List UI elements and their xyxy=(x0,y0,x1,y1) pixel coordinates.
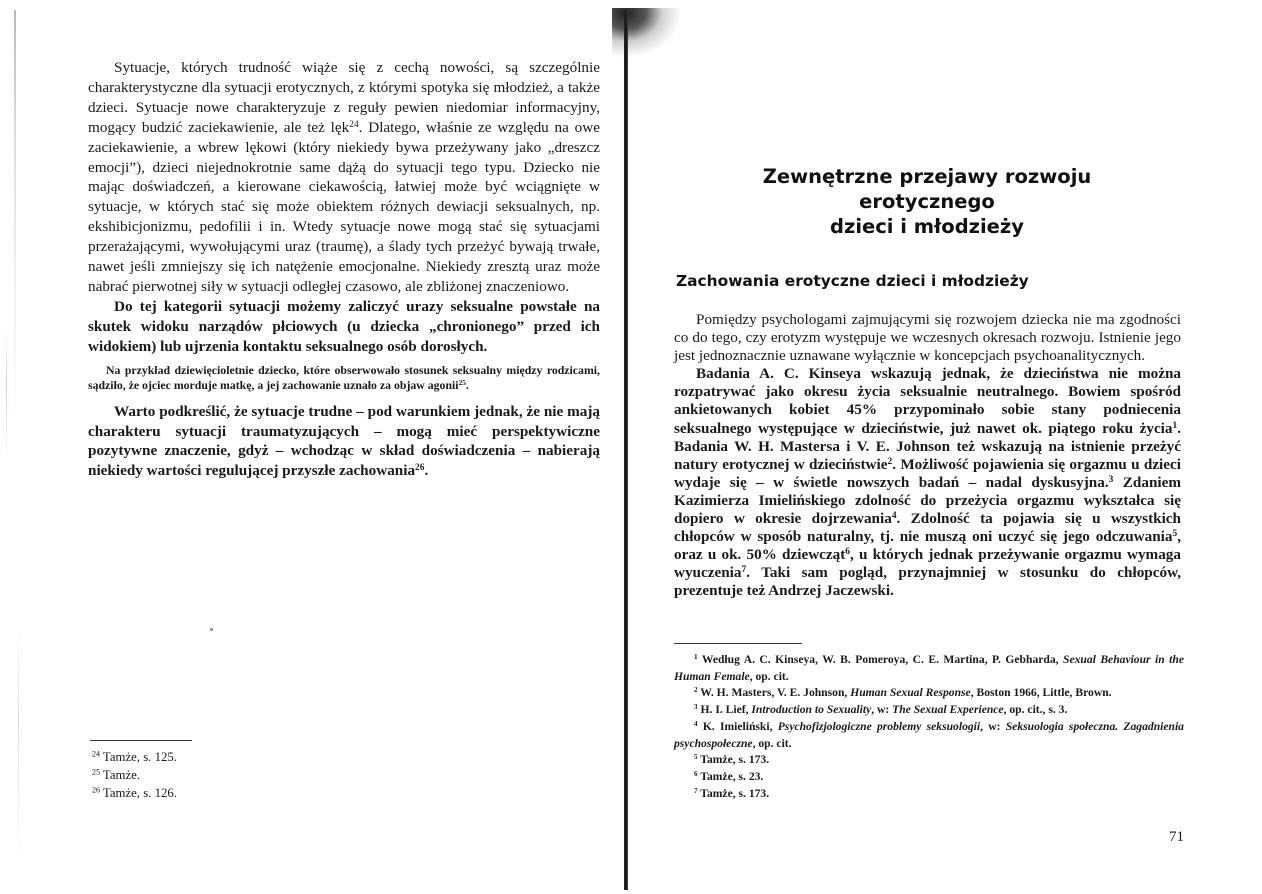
book-gutter xyxy=(624,10,628,890)
paragraph: Sytuacje, których trudność wiąże się z cechą nowości, są szczególnie charakterystyczne dla sytuacji erotycznych, z którymi spotyka się młodzież, a także dzieci. Sytuacje nowe charakteryzuje z reguły pewien niedomiar informacyjny, mogący budzić zaciekawienie, ale też lęk$^{24}$. Dlatego, właśnie ze względu na owe zaciekawienie, a wbrew lękowi (który niekiedy bywa przeżywany jako „dreszcz emocji”), dzieci niejednokrotnie same dążą do sytuacji tego typu. Dziecko nie mając doświadczeń, a kierowane ciekawością, łatwiej może być wciągnięte w sytuacje, w których stać się może obiektem różnych dewiacji seksualnych, np. ekshibicjonizmu, pedofilii i in. Wtedy sytuacje nowe mogą stać się sytuacjami przerażającymi, wywołującymi uraz (traumę), a ślady tych przeżyć bywają trwałe, nawet jeśli zmniejszy się ich natężenie emocjonalne. Niekiedy zresztą uraz może nabrać pierwotnej siły w sytuacji odległej czasowo, ale zbliżonej znaczeniowo. xyxy=(88,59,600,295)
footnote-ref[interactable]: 1 xyxy=(1172,420,1178,431)
paragraph: Badania A. C. Kinseya wskazują jednak, że dzieciństwa nie można rozpatrywać jako okresu życia seksualnie neutralnego. Bowiem spośród ankietowanych kobiet 45% przypominało sobie stany podniecenia seksualnego występujące w dzieciństwie, już nawet ok. piątego roku życia$^1$. Badania W. H. Mastersa i V. E. Johnson też wskazują na istnienie przeżyć natury erotycznej w dzieciństwie$^2$. Możliwość pojawienia się orgazmu u dzieci wydaje się – w świetle nowszych badań – nadal dyskusyjna.$^3$ Zdaniem Kazimierza Imielińskiego zdolność do przeżycia orgazmu wykształca się dopiero w okresie dojrzewania$^4$. Zdolność ta pojawia się u wszystkich chłopców w sposób naturalny, tj. nie muszą oni uczyć się jego odczuwania$^5$, oraz u ok. 50% dziewcząt$^6$, u których jednak przeżywanie orgazmu wymaga wyuczenia$^7$. Taki sam pogląd, przynajmniej w stosunku do chłopców, prezentuje też Andrzej Jaczewski. xyxy=(674,365,1181,600)
footnote-ref[interactable]: 5 xyxy=(1172,528,1178,539)
footnote-ref[interactable]: 7 xyxy=(741,565,747,576)
footnote-ref[interactable]: 26 xyxy=(415,463,425,474)
chapter-title: Zewnętrzne przejawy rozwoju erotycznego dzieci i młodzieży xyxy=(762,165,1092,238)
left-footnotes xyxy=(92,748,352,803)
footnote-separator xyxy=(90,740,192,741)
footnote: $^{25}$ Tamże. xyxy=(92,767,141,783)
page-number: 71 xyxy=(1169,829,1184,845)
footnote-ref[interactable]: 2 xyxy=(887,456,893,467)
paragraph: Do tej kategorii sytuacji możemy zaliczyć urazy seksualne powstałe na skutek widoku narządów płciowych (u dziecka „chronionego” przed ich widokiem) lub ujrzenia kontaktu seksualnego osób dorosłych. xyxy=(88,297,600,355)
footnote-ref[interactable]: 4 xyxy=(891,510,897,521)
left-page xyxy=(0,0,624,894)
footnote: $^5$ Tamże, s. 173. xyxy=(694,753,770,767)
footnote-ref[interactable]: 3 xyxy=(1108,474,1114,485)
section-title: Zachowania erotyczne dzieci i młodzieży xyxy=(676,272,1029,290)
footnote: $^6$ Tamże, s. 23. xyxy=(694,769,764,783)
footnote: $^2$ W. H. Masters, V. E. Johnson, Human Sexual Response, Boston 1966, Little, Brown. xyxy=(694,686,1112,700)
footnote-ref[interactable]: 24 xyxy=(349,119,359,130)
footnote-ref[interactable]: 6 xyxy=(845,547,850,558)
footnote: $^4$ K. Imieliński, Psychofizjologiczne problemy seksuologii, w: Seksuologia społeczna. Zagadnienia psychospołeczne, op. cit. xyxy=(674,719,1184,750)
footnote: $^1$ Według A. C. Kinseya, W. B. Pomeroya, C. E. Martina, P. Gebharda, Sexual Behaviour in the Human Female, op. cit. xyxy=(674,653,1184,683)
footnote: $^7$ Tamże, s. 173. xyxy=(694,786,770,800)
paragraph: Warto podkreślić, że sytuacje trudne – pod warunkiem jednak, że nie mają charakteru sytuacji traumatyzujących – mogą mieć perspektywiczne pozytywne znaczenie, gdyż – wchodząc w skład doświadczenia – nabierają niekiedy wartości regulującej przyszłe zachowania$^{26}$. xyxy=(88,402,600,480)
right-page xyxy=(632,0,1262,894)
footnote: $^{26}$ Tamże, s. 126. xyxy=(92,786,177,801)
footnote: $^{24}$ Tamże, s. 125. xyxy=(92,749,177,764)
footnote-separator xyxy=(674,643,802,644)
scan-speck xyxy=(210,628,213,631)
footnote-ref[interactable]: 25 xyxy=(458,378,466,388)
paragraph: Pomiędzy psychologami zajmującymi się rozwojem dziecka nie ma zgodności co do tego, czy erotyzm występuje we wczesnych okresach rozwoju. Istnienie jego jest jednoznacznie uznawane wyłącznie w koncepcjach psychoanalitycznych. xyxy=(674,311,1181,365)
example-note: Na przykład dziewięcioletnie dziecko, które obserwowało stosunek seksualny między rodzicami, sądziło, że ojciec morduje matkę, a jej zachowanie uznało za objaw agonii$^{25}$. xyxy=(88,362,600,393)
footnote: $^3$ H. I. Lief, Introduction to Sexuality, w: The Sexual Experience, op. cit., s. 3. xyxy=(694,703,1068,717)
right-body-text xyxy=(674,311,1181,601)
right-footnotes xyxy=(674,652,1184,802)
left-body-text xyxy=(88,58,600,481)
